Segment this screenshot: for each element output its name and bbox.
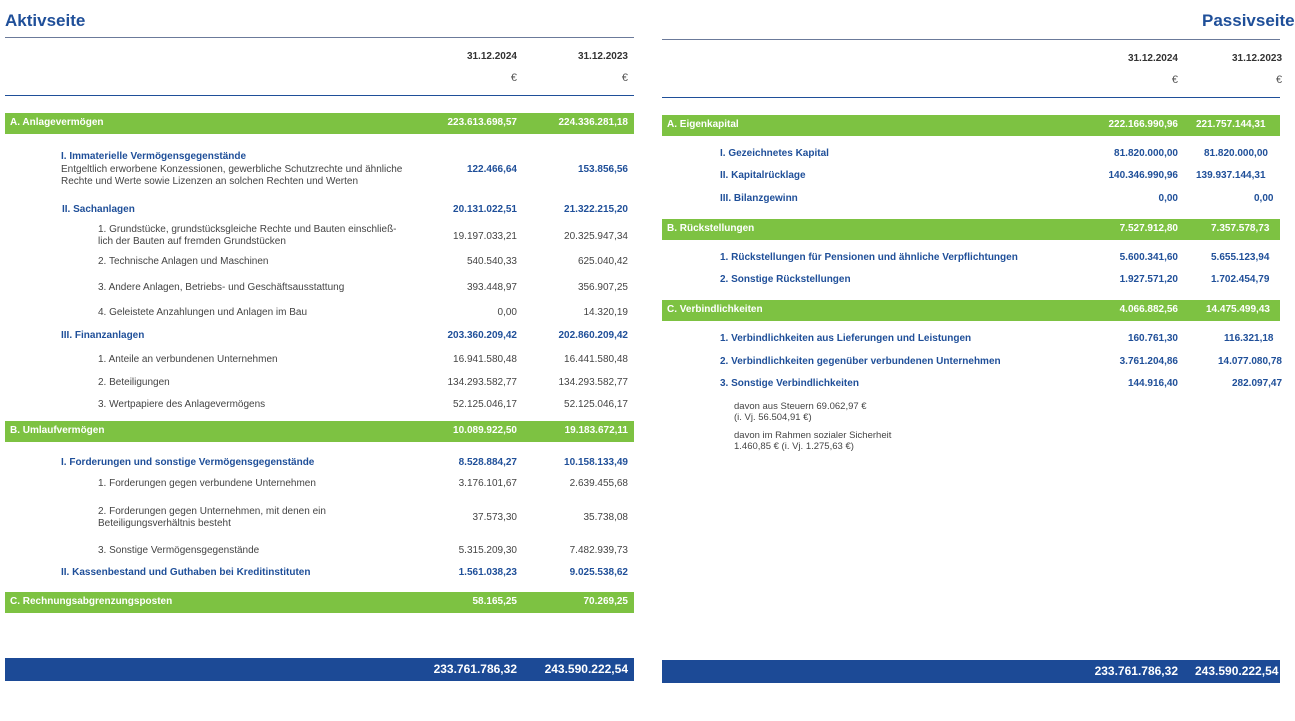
section-label: C. Verbindlichkeiten [667, 304, 763, 315]
value-2024: 144.916,40 [1127, 378, 1178, 389]
value-2023: 14.475.499,43 [1206, 304, 1270, 315]
divider [662, 97, 1280, 98]
value-2023: 70.269,25 [583, 596, 628, 607]
value-2024: 4.066.882,56 [1119, 304, 1178, 315]
value-2024: 540.540,33 [466, 256, 517, 267]
total-bar [662, 660, 1280, 683]
value-2024: 0,00 [497, 307, 517, 318]
total-2023: 243.590.222,54 [544, 662, 628, 676]
value-2023: 2.639.455,68 [569, 478, 628, 489]
divider [5, 95, 634, 96]
section-rueckstellungen [662, 219, 1280, 240]
value-2023: 81.820.000,00 [1204, 148, 1268, 159]
value-2023: 134.293.582,77 [558, 377, 628, 388]
section-label: C. Rechnungsabgrenzungsposten [10, 596, 173, 607]
value-2023: 52.125.046,17 [564, 399, 628, 410]
value-2023: 0,00 [1254, 193, 1274, 204]
aktivseite-title: Aktivseite [5, 11, 86, 30]
value-2023: 221.757.144,31 [1196, 119, 1266, 130]
row-label: I. Forderungen und sonstige Vermögensgegenstände [61, 457, 315, 468]
column-header-2024: 31.12.2024 [466, 51, 517, 62]
value-2023: 5.655.123,94 [1211, 252, 1270, 263]
note-line: 1.460,85 € (i. Vj. 1.275,63 €) [734, 441, 854, 452]
section-label: A. Eigenkapital [667, 119, 739, 130]
value-2024: 20.131.022,51 [453, 204, 517, 215]
value-2024: 222.166.990,96 [1108, 119, 1178, 130]
value-2024: 58.165,25 [472, 596, 517, 607]
value-2024: 223.613.698,57 [447, 117, 517, 128]
note-line: davon aus Steuern 69.062,97 € [734, 401, 867, 412]
row-label: II. Sachanlagen [62, 204, 135, 215]
value-2024: 8.528.884,27 [458, 457, 517, 468]
section-eigenkapital [662, 115, 1280, 136]
value-2024: 81.820.000,00 [1114, 148, 1178, 159]
value-2024: 1.561.038,23 [458, 567, 517, 578]
column-header-2024: 31.12.2024 [1127, 53, 1178, 64]
value-2023: 282.097,47 [1232, 378, 1283, 389]
value-2024: 393.448,97 [466, 282, 517, 293]
value-2023: 7.482.939,73 [569, 545, 628, 556]
row-label: 2. Beteiligungen [98, 377, 170, 388]
row-label: 1. Rückstellungen für Pensionen und ähnliche Verpflichtungen [720, 252, 1018, 263]
value-2024: 203.360.209,42 [447, 330, 517, 341]
value-2024: 19.197.033,21 [453, 231, 517, 242]
value-2023: 7.357.578,73 [1211, 223, 1270, 234]
value-2023: 21.322.215,20 [564, 204, 628, 215]
value-2023: 1.702.454,79 [1211, 274, 1270, 285]
divider [662, 39, 1280, 40]
total-2024: 233.761.786,32 [433, 662, 517, 676]
value-2023: 16.441.580,48 [564, 354, 628, 365]
value-2023: 9.025.538,62 [569, 567, 628, 578]
row-label: 1. Grundstücke, grundstücksgleiche Rechte und Bauten einschließ- lich der Bauten auf fremden Grundstücken [98, 224, 397, 247]
note-line: davon im Rahmen sozialer Sicherheit [734, 430, 892, 441]
section-label: B. Rückstellungen [667, 223, 755, 234]
row-label: 3. Andere Anlagen, Betriebs- und Geschäftsausstattung [98, 282, 345, 293]
row-label: 3. Wertpapiere des Anlagevermögens [98, 399, 266, 410]
row-label: 2. Sonstige Rückstellungen [720, 274, 851, 285]
value-2024: 140.346.990,96 [1108, 170, 1178, 181]
value-2023: 116.321,18 [1224, 333, 1274, 344]
currency-label: € [510, 72, 517, 84]
value-2024: 5.600.341,60 [1119, 252, 1178, 263]
total-bar [5, 658, 634, 681]
row-label: I. Gezeichnetes Kapital [720, 148, 829, 159]
section-label: A. Anlagevermögen [10, 117, 104, 128]
section-umlaufvermoegen [5, 421, 634, 442]
value-2023: 20.325.947,34 [564, 231, 628, 242]
note-line: (i. Vj. 56.504,91 €) [734, 412, 812, 423]
row-label: 2. Forderungen gegen Unternehmen, mit denen ein Beteiligungsverhältnis besteht [98, 506, 326, 529]
section-verbindlichkeiten [662, 300, 1280, 321]
note-soziale-sicherheit [734, 430, 891, 452]
column-header-2023: 31.12.2023 [577, 51, 628, 62]
row-label: I. Immaterielle Vermögensgegenstände [61, 151, 247, 162]
row-description: Entgeltlich erworbene Konzessionen, gewerbliche Schutzrechte und ähnliche Rechte und Werte sowie Lizenzen an solchen Rechten und Werten [61, 164, 403, 187]
row-label: 2. Verbindlichkeiten gegenüber verbundenen Unternehmen [720, 356, 1001, 367]
value-2024: 37.573,30 [472, 512, 517, 523]
value-2024: 122.466,64 [466, 164, 517, 175]
value-2023: 224.336.281,18 [558, 117, 628, 128]
value-2024: 3.176.101,67 [458, 478, 517, 489]
value-2023: 10.158.133,49 [564, 457, 628, 468]
passivseite-panel [662, 0, 1295, 721]
row-label: 1. Verbindlichkeiten aus Lieferungen und Leistungen [720, 333, 972, 344]
section-anlagevermoegen [5, 113, 634, 134]
section-rechnungsabgrenzung [5, 592, 634, 613]
row-label: 4. Geleistete Anzahlungen und Anlagen im Bau [98, 307, 308, 318]
value-2024: 3.761.204,86 [1119, 356, 1178, 367]
value-2023: 14.320,19 [583, 307, 628, 318]
value-2023: 14.077.080,78 [1218, 356, 1282, 367]
row-label: 2. Technische Anlagen und Maschinen [98, 256, 269, 267]
row-label: II. Kassenbestand und Guthaben bei Kreditinstituten [61, 567, 311, 578]
row-label: III. Finanzanlagen [61, 330, 145, 341]
aktivseite-panel [5, 0, 634, 721]
value-2023: 35.738,08 [583, 512, 628, 523]
currency-label: € [1276, 74, 1283, 86]
currency-label: € [1171, 74, 1178, 86]
row-label: 1. Forderungen gegen verbundene Unternehmen [98, 478, 316, 489]
row-label: 3. Sonstige Vermögensgegenstände [98, 545, 260, 556]
value-2023: 202.860.209,42 [558, 330, 628, 341]
value-2023: 19.183.672,11 [564, 425, 628, 436]
value-2023: 625.040,42 [577, 256, 628, 267]
currency-label: € [621, 72, 628, 84]
value-2024: 5.315.209,30 [458, 545, 517, 556]
value-2023: 139.937.144,31 [1196, 170, 1266, 181]
value-2024: 0,00 [1158, 193, 1178, 204]
section-label: B. Umlaufvermögen [10, 425, 105, 436]
divider [5, 37, 634, 38]
total-2023: 243.590.222,54 [1195, 664, 1279, 678]
row-label: II. Kapitalrücklage [720, 170, 806, 181]
value-2024: 160.761,30 [1127, 333, 1178, 344]
value-2024: 134.293.582,77 [447, 377, 517, 388]
column-header-2023: 31.12.2023 [1232, 53, 1283, 64]
note-steuern [734, 401, 867, 423]
value-2023: 153.856,56 [577, 164, 628, 175]
value-2024: 7.527.912,80 [1119, 223, 1178, 234]
value-2024: 10.089.922,50 [453, 425, 517, 436]
row-label: 1. Anteile an verbundenen Unternehmen [98, 354, 278, 365]
passivseite-title: Passivseite [1202, 11, 1295, 30]
value-2024: 1.927.571,20 [1119, 274, 1178, 285]
value-2024: 16.941.580,48 [453, 354, 517, 365]
row-label: III. Bilanzgewinn [720, 193, 798, 204]
total-2024: 233.761.786,32 [1094, 664, 1178, 678]
row-label: 3. Sonstige Verbindlichkeiten [720, 378, 859, 389]
value-2023: 356.907,25 [577, 282, 628, 293]
value-2024: 52.125.046,17 [453, 399, 517, 410]
